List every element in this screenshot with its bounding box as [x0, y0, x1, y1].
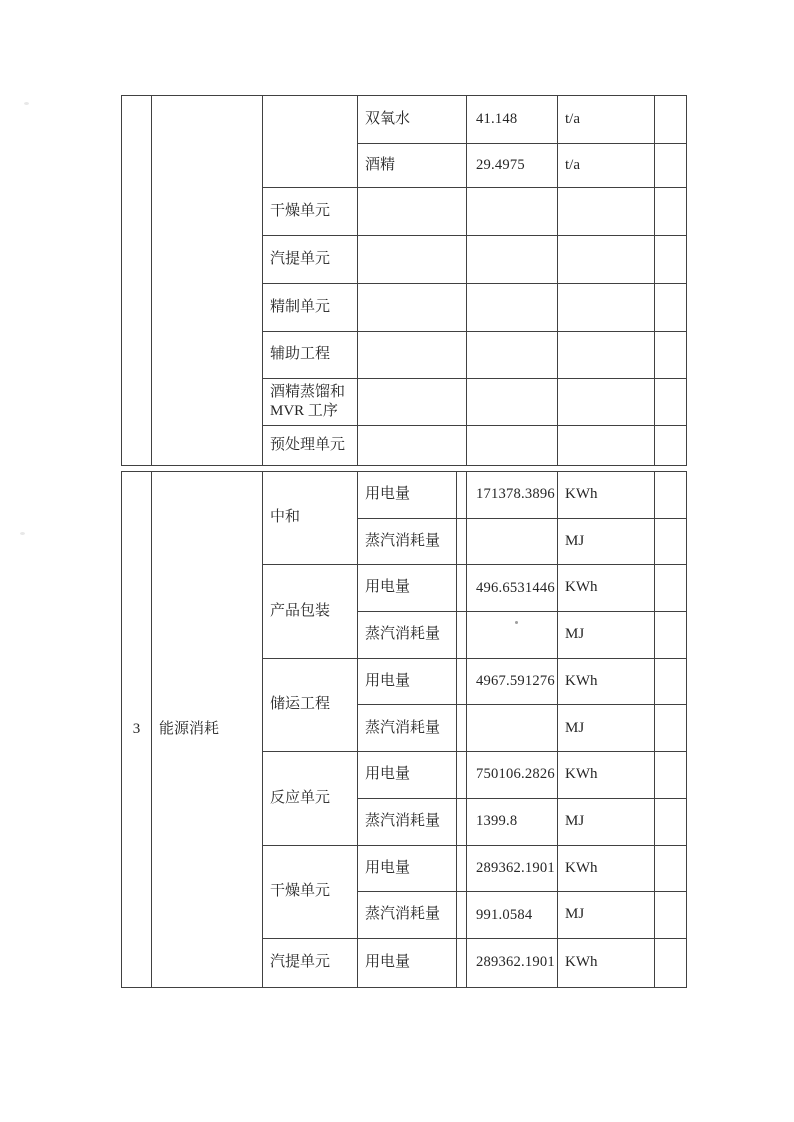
item-cell: 双氧水 [358, 96, 467, 144]
value-cell [467, 188, 558, 236]
unit-name-cell: 辅助工程 [263, 332, 358, 379]
value-cell [467, 332, 558, 379]
item-cell: 蒸汽消耗量 [358, 798, 457, 845]
item-cell: 蒸汽消耗量 [358, 518, 457, 565]
measure-unit-cell: MJ [558, 705, 655, 752]
note-cell [655, 379, 687, 426]
measure-unit-cell: KWh [558, 752, 655, 799]
value-cell: 496.6531446 [467, 565, 558, 612]
unit-name-line1: 酒精蒸馏和 [270, 383, 346, 400]
note-cell [655, 188, 687, 236]
spacer-cell [457, 705, 467, 752]
spacer-cell [457, 938, 467, 987]
category-cell: 能源消耗 [152, 472, 263, 988]
value-cell: 289362.1901 [467, 938, 558, 987]
item-cell: 用电量 [358, 845, 457, 892]
group-name-cell: 干燥单元 [263, 845, 358, 938]
group-name-cell: 反应单元 [263, 752, 358, 845]
spacer-cell [457, 472, 467, 519]
note-cell [655, 752, 687, 799]
category-cell [152, 96, 263, 466]
item-cell: 蒸汽消耗量 [358, 705, 457, 752]
note-cell [655, 612, 687, 659]
note-cell [655, 144, 687, 188]
value-cell [467, 426, 558, 466]
value-cell: 289362.1901 [467, 845, 558, 892]
item-cell [358, 236, 467, 284]
note-cell [655, 332, 687, 379]
ink-speck [515, 621, 518, 624]
item-cell: 用电量 [358, 938, 457, 987]
item-cell [358, 426, 467, 466]
measure-unit-cell: MJ [558, 892, 655, 939]
spacer-cell [457, 518, 467, 565]
row-number-cell [122, 96, 152, 466]
value-cell [467, 612, 558, 659]
note-cell [655, 565, 687, 612]
unit-name-cell [263, 96, 358, 188]
measure-unit-cell [558, 379, 655, 426]
item-cell: 用电量 [358, 658, 457, 705]
value-cell [467, 236, 558, 284]
item-cell [358, 188, 467, 236]
item-cell [358, 379, 467, 426]
scan-smudge [24, 102, 29, 105]
value-cell: 991.0584 [467, 892, 558, 939]
measure-unit-cell: KWh [558, 658, 655, 705]
measure-unit-cell [558, 284, 655, 332]
item-cell [358, 284, 467, 332]
note-cell [655, 96, 687, 144]
value-cell: 171378.3896 [467, 472, 558, 519]
group-name-cell: 产品包装 [263, 565, 358, 658]
unit-name-cell: 精制单元 [263, 284, 358, 332]
note-cell [655, 845, 687, 892]
measure-unit-cell: MJ [558, 612, 655, 659]
unit-name-cell: 干燥单元 [263, 188, 358, 236]
value-cell: 29.4975 [467, 144, 558, 188]
group-name-cell: 汽提单元 [263, 938, 358, 987]
unit-name-line2: MVR 工序 [270, 403, 338, 419]
note-cell [655, 938, 687, 987]
scan-smudge [20, 532, 25, 535]
note-cell [655, 518, 687, 565]
item-cell: 用电量 [358, 565, 457, 612]
item-cell: 酒精 [358, 144, 467, 188]
measure-unit-cell: KWh [558, 565, 655, 612]
value-cell: 41.148 [467, 96, 558, 144]
value-cell [467, 518, 558, 565]
note-cell [655, 705, 687, 752]
item-cell: 蒸汽消耗量 [358, 892, 457, 939]
note-cell [655, 284, 687, 332]
measure-unit-cell [558, 188, 655, 236]
measure-unit-cell: KWh [558, 938, 655, 987]
row-number-cell: 3 [122, 472, 152, 988]
measure-unit-cell [558, 426, 655, 466]
measure-unit-cell: KWh [558, 472, 655, 519]
section-b-table [121, 471, 687, 988]
spacer-cell [457, 752, 467, 799]
group-name-cell: 中和 [263, 472, 358, 565]
item-cell: 蒸汽消耗量 [358, 612, 457, 659]
measure-unit-cell: KWh [558, 845, 655, 892]
item-cell: 用电量 [358, 752, 457, 799]
spacer-cell [457, 565, 467, 612]
unit-name-cell [263, 379, 358, 426]
unit-name-cell: 预处理单元 [263, 426, 358, 466]
note-cell [655, 472, 687, 519]
item-cell [358, 332, 467, 379]
value-cell: 750106.2826 [467, 752, 558, 799]
measure-unit-cell: MJ [558, 518, 655, 565]
spacer-cell [457, 845, 467, 892]
spacer-cell [457, 798, 467, 845]
value-cell: 1399.8 [467, 798, 558, 845]
group-name-cell: 储运工程 [263, 658, 358, 751]
measure-unit-cell [558, 332, 655, 379]
section-a-table [121, 95, 687, 466]
measure-unit-cell [558, 236, 655, 284]
note-cell [655, 892, 687, 939]
note-cell [655, 798, 687, 845]
spacer-cell [457, 612, 467, 659]
item-cell: 用电量 [358, 472, 457, 519]
note-cell [655, 658, 687, 705]
unit-name-cell: 汽提单元 [263, 236, 358, 284]
value-cell [467, 705, 558, 752]
measure-unit-cell: t/a [558, 144, 655, 188]
value-cell: 4967.591276 [467, 658, 558, 705]
spacer-cell [457, 892, 467, 939]
spacer-cell [457, 658, 467, 705]
value-cell [467, 284, 558, 332]
measure-unit-cell: t/a [558, 96, 655, 144]
note-cell [655, 236, 687, 284]
measure-unit-cell: MJ [558, 798, 655, 845]
note-cell [655, 426, 687, 466]
value-cell [467, 379, 558, 426]
